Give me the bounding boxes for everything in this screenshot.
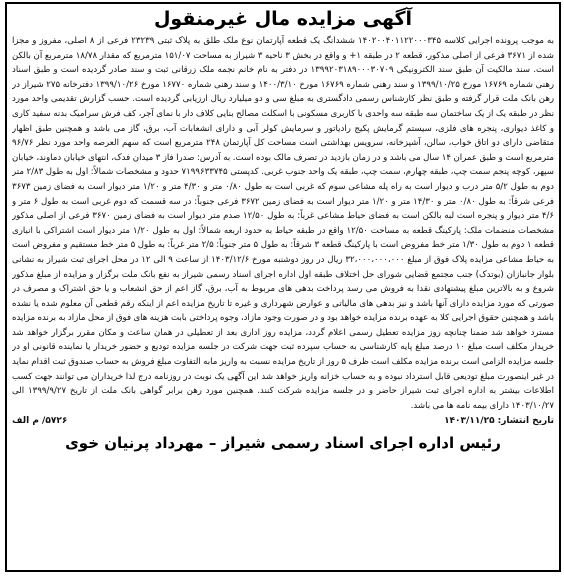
publish-date-label: تاریخ انتشار: <box>497 416 554 427</box>
signature-line: رئیس اداره اجرای اسناد رسمی شیراز – مهرداد پرنیان خوی <box>65 434 501 453</box>
publish-date <box>444 414 554 428</box>
auction-notice <box>5 2 561 572</box>
notice-meta <box>12 414 554 428</box>
reference-code: ۵۷۲۶/ م الف <box>12 416 68 427</box>
notice-body: به موجب پرونده اجرایی کلاسه ۱۴۰۲۰۰۴۰۱۱۲۲۰۰۰۳۴۵ ششدانگ یک قطعه آپارتمان نوع ملک طلق به پلاک ثبتی ۲۳۲۳۹ فرعی از ۸ اصلی، مفروز و مجزا شده از ۳۶۷۱ فرعی از اصلی مذکور، قطعه ۲ در طبقه ۱+ و واقع در بخش ۳ ناحیه ۳ شیراز به مساحت ۱۵۱/۰۷ مترمربع که مقدار ۱۸/۷۸ مترمربع آن بالکن است. سند مالکیت آن طبق سند الکترونیکی ۱۳۹۹۲۰۳۱۸۹۰۰۰۳۰۷۰۹ در دفتر به نام خانم نجمه ملک زرقانی ثبت و سند صادر گردیده است و طبق اسناد رهنی شماره ۱۶۷۶۹ مورخ ۱۳۹۹/۱۰/۲۵ و سند رهنی شماره ۱۶۷۶۹ مورخ ۱۴۰۰/۳/۱۰ و سند رهنی شماره ۱۶۷۷۰ مورخ ۱۳۹۹/۱۰/۲۶ دفترخانه ۲۷۵ شیراز در رهن بانک ملت قرار گرفته و طبق نظر کارشناس رسمی دادگستری به مبلغ سی و دو میلیارد ریال ارزیابی گردیده است. حسب گزارش تقدیمی واحد مورد نظر در طبقه یک از یک ساختمان سه طبقه سه واحدی با کاربری مسکونی با اسکلت مصالح بنایی کلاف دار با نمای آجر، کف فرش سرامیک بدنه سفید کاری و کاغذ دیواری، پنجره های فلزی، سیستم گرمایش پکیج رادیاتور و سرمایش کولر آبی و دارای انشعابات آب، برق، گاز می باشد و همچنین طبق اظهار متقاضی دارای دو اتاق خواب، سالن، آشپزخانه، سرویس بهداشتی است مساحت کل آپارتمان ۲۴۸ مترمربع است که سهم العرصه واحد مورد نظر ۹۶/۷۶ مترمربع است و طبق عمران ۱۴ سال می باشد و در زمان بازدید در تصرف مالک بوده است. به آدرس: صدرا فاز ۳ میدان فدک، انتهای خیابان دماوند، خیابان سپهر، کوچه پنجم سمت چپ، طبقه چهارم، سمت چپ، طبقه یک واحد جنوب غربی. کدپستی ۷۱۹۹۶۳۳۷۴۵ حدود و مشخصات شمالاً: اول به طول ۲/۸۳ متر دوم به طول ۵/۲ متر درب و دیوار است به راه پله مشاعی سوم که غربی است به طول ۰/۸۰ متر و ۴/۳۰ متر و ۱/۲۰ متر دیوار است به فضای زمین ۳۶۷۳ فرعی شرقاً: به طول ۰/۸۰ متر و ۱۴/۳۰ متر و ۱/۲۰ متر دیوار است به فضای زمین ۳۶۷۲ فرعی جنوباً: در سه قسمت که دوم غربی است به طول ۶ متر و ۴/۶ متر دیوار و پنجره است لبه بالکن است به فضای حیاط مشاعی غرباً: به طول ۱۲/۵۰ صدم متر دیوار است به فضای زمین ۳۶۷۰ فرعی از اصلی مذکور مشخصات منضمات ملک: پارکینگ قطعه به مساحت ۱۲/۵۰ واقع در طبقه حیاط به حدود اربعه شمالاً: اول به طول ۱/۲۰ متر دیوار است اشتراکی با انباری قطعه ۱ دوم به طول ۱/۳۰ متر خط مفروض است با پارکینگ قطعه ۳ شرقاً: به طول ۵ متر جنوباً: ۲/۵ متر غرباً: به طول ۵ متر خط مستقیم و مفروض است به حیاط مشاعی مزایده پلاک فوق از مبلغ ۳۲،۰۰۰،۰۰۰،۰۰۰ ریال در روز دوشنبه مورخ ۱۴۰۳/۱۲/۶ از ساعت ۹ الی ۱۲ در محل اجرای ثبت شیراز به نشانی بلوار جانبازان (بوتدک) جنب مجتمع قضایی شورای حل اختلاف طبقه اول اداره اجرای اسناد رسمی شیراز به نفع بانک ملت برگزار و مزایده از مبلغ مذکور شروع و به بالاترین مبلغ پیشنهادی نقدا به فروش می رسد پرداخت بدهی های مربوط به آب، برق، گاز اعم از حق انشعاب و یا حق اشتراک و مصرف در صورتی که مورد مزایده دارای آنها باشد و نیز بدهی های مالیاتی و عوارض شهرداری و غیره تا تاریخ مزایده اعم از اینکه رقم قطعی آن معلوم شده یا نشده باشد و همچنین حقوق اجرایی کلا به عهده برنده مزایده خواهد بود و در صورت وجود مازاد، وجوه پرداختی بابت هزینه های فوق از محل مازاد به برنده مزایده مسترد خواهد شد ضمنا چنانچه روز مزایده تعطیل رسمی اعلام گردد، مزایده روز اداری بعد از تعطیلی در همان ساعت و مکان مقرر برگزار خواهد شد خریدار مکلف است مبلغ ۱۰ درصد مبلغ پایه کارشناسی به حساب سپرده ثبت جهت شرکت در جلسه مزایده تودیع و حضور خریدار یا نماینده قانونی او در جلسه مزایده الزامی است برنده مزایده مکلف است ظرف ۵ روز از تاریخ مزایده نسبت به واریز مابه التفاوت مبلغ فروش به حساب صندوق ثبت اقدام نماید در غیر اینصورت مبلغ تودیعی قابل استرداد نبوده و به حساب خزانه واریز خواهد شد این آگهی یک نوبت در روزنامه درج لذا خریداران می توانند جهت کسب اطلاعات بیشتر به اداره اجرای ثبت شیراز حاضر و در جلسه مزایده شرکت کنند. همچنین مورد رهن برابر گواهی بانک ملت از تاریخ ۱۳۹۹/۹/۲۷ الی ۱۴۰۳/۱۰/۲۷ دارای بیمه نامه ها می باشد. <box>12 36 554 411</box>
publish-date-value: ۱۴۰۳/۱۱/۲۵ <box>444 416 495 427</box>
notice-title: آگهی مزایده مال غیرمنقول <box>153 8 413 30</box>
